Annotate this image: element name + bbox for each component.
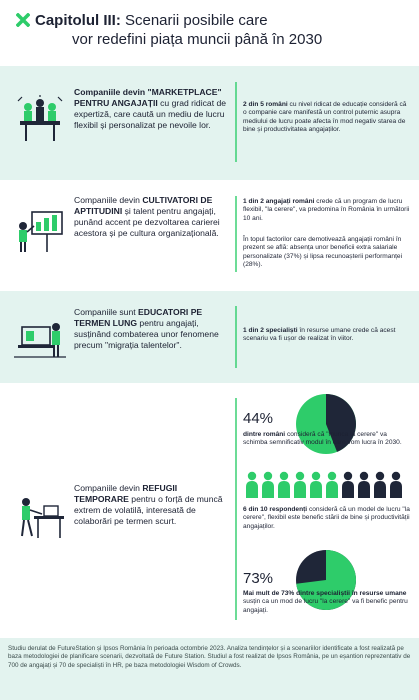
person-icon — [358, 472, 370, 498]
presentation-board-icon — [14, 208, 66, 256]
stat-44-value: 44% — [243, 410, 274, 427]
scenario-1-stat: 2 din 5 români cu nivel ridicat de educație consideră că o companie care manifestă un control puternic asupra mediului de lucru poate afecta în mod negativ starea de bine și productivitatea angajaților. — [243, 101, 407, 134]
title-line-2: vor redefini piața muncii până în 2030 — [72, 31, 323, 48]
scenario-1-text: Companiile devin "MARKETPLACE" PENTRU ANGAJAȚII cu grad ridicat de expertiză, care caută un mediu de lucru flexibil și personalizat pe nevoile lor. — [74, 87, 227, 130]
stat-6-of-10-text: 6 din 10 respondenți consideră că un model de lucru "la cerere", flexibil este benefic stării de bine și productivității angajaților. — [243, 506, 410, 530]
desk-worker-icon — [14, 492, 66, 540]
person-icon — [374, 472, 386, 498]
laptop-learning-icon — [14, 313, 66, 361]
person-icon — [310, 472, 322, 498]
person-icon — [390, 472, 402, 498]
stat-44-text: dintre români consideră că "munca la cerere" va schimba semnificativ modul în care vom lucra în 2030. — [243, 431, 402, 447]
scenario-3-stat: 1 din 2 specialiști în resurse umane crede că acest scenariu va fi ușor de realizat în viitor. — [243, 327, 396, 343]
person-icon — [262, 472, 274, 498]
scenario-2-text: Companiile devin CULTIVATORI DE APTITUDINI și talent pentru angajați, punând accent pe dezvoltarea carierei acestora și pe cultura organizațională. — [74, 195, 220, 238]
team-meeting-icon — [14, 95, 66, 143]
scenario-2-stat: 1 din 2 angajați români crede că un program de lucru flexibil, "la cerere", va predomina în România în următorii 10 ani. — [243, 198, 410, 222]
title-line-1: Capitolul III: Scenarii posibile care — [35, 12, 268, 29]
scenario-2-stat-2: În topul factorilor care demotivează angajații români în prezent se află: absența unor beneficii extra salariale personalizate (37%) și lipsa recunoașterii performanței (28%). — [243, 236, 403, 269]
stat-73-value: 73% — [243, 570, 274, 587]
person-icon — [278, 472, 290, 498]
person-icon — [246, 472, 258, 498]
people-6-of-10-icon — [244, 470, 412, 500]
footer-note: Studiu derulat de FutureStation și Ipsos România în perioada octombrie 2023. Analiza tendințelor și a scenariilor identificate a fost realizată pe baza metodologiei de planificare scenarii, dezvoltată de Future Station. Studiul a fost realizat de Ipsos România, pe un eșantion reprezentativ de 700 de angajați și 70 de specialiști în HR, pe baza metodologiei Wisdom of Crowds. — [8, 645, 411, 669]
scenario-3-text: Companiile sunt EDUCATORI PE TERMEN LUNG pentru angajați, susținând combaterea unor fenomene precum "migrația talentelor". — [74, 307, 219, 350]
scenario-4-text: Companiile devin REFUGII TEMPORARE pentru o forță de muncă extrem de volatilă, interesată de colaborări pe termen scurt. — [74, 483, 223, 526]
stat-73-text: Mai mult de 73% dintre specialiștii în resurse umane susțin ca un mod de lucru "la cerere" va fi benefic pentru angajați. — [243, 590, 408, 614]
person-icon — [326, 472, 338, 498]
person-icon — [342, 472, 354, 498]
person-icon — [294, 472, 306, 498]
